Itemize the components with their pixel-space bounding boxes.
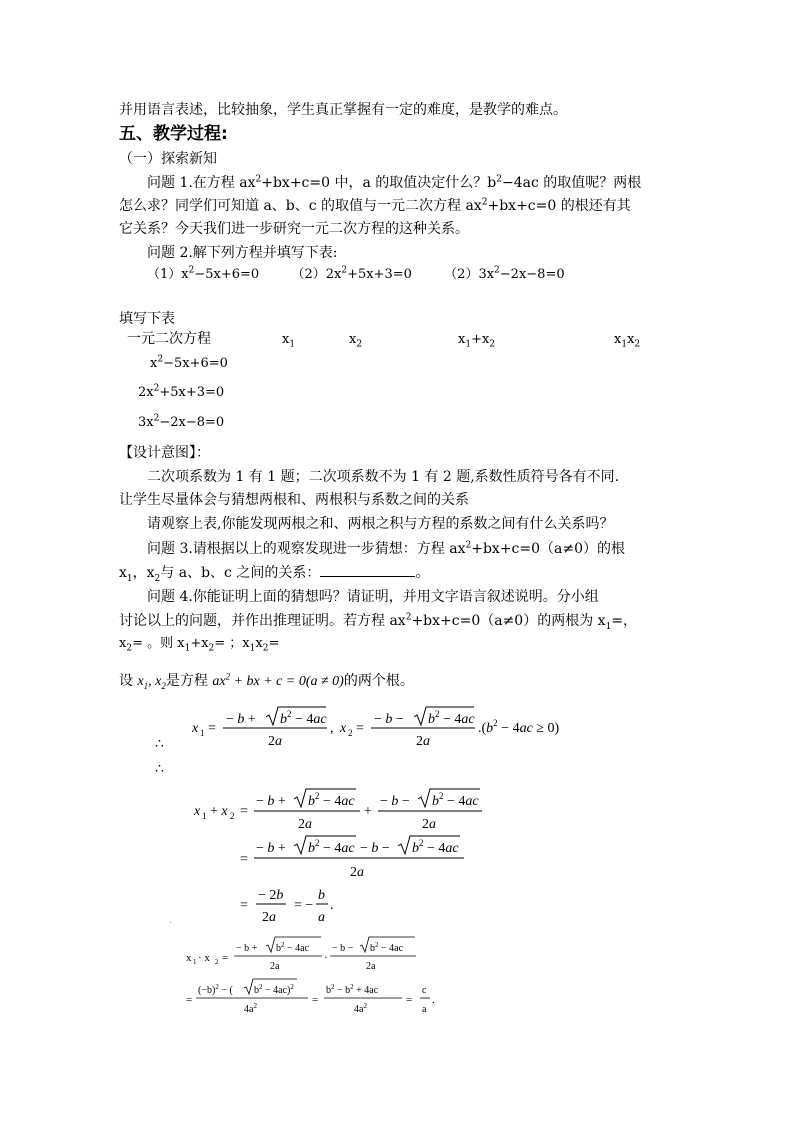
svg-text:=: = <box>240 804 248 819</box>
svg-text:c: c <box>422 985 427 996</box>
svg-text:4a2: $4a^2$ <box>244 1002 257 1015</box>
svg-text:+ x: + x <box>210 804 228 819</box>
q2-equations: $(1)x^2-5x+6=0$ $(2)2x^2+5x+3=0$ $(2)3x^2-2x-8=0$ <box>147 265 565 282</box>
svg-text:=: = <box>208 721 216 736</box>
svg-text:b2 − b2 + 4ac: $b^2 - b^2 + 4ac$ <box>326 983 379 996</box>
svg-text:b2 − 4ac: $b^2 - 4ac$ <box>428 709 475 727</box>
q3-line1: 问题 3.请根据以上的观察发现进一步猜想：方程 $ax^2+bx+c=0(a\ne 0)$的根 <box>147 540 626 557</box>
svg-text:·: · <box>324 952 328 964</box>
svg-text:= −: = − <box>294 898 314 913</box>
stray-mark: . <box>169 915 173 926</box>
section-title: 五、教学过程: <box>119 124 228 144</box>
svg-text:.(b2 − 4ac ≥ 0): $.(b^2 - 4ac \ge 0)$ <box>478 718 560 736</box>
svg-text:2a: 2a <box>268 734 282 749</box>
svg-text:=: = <box>406 994 413 1006</box>
svg-text:− b −: − b − <box>374 712 404 727</box>
svg-text:a: a <box>318 910 325 925</box>
svg-text:− b +: − b + <box>226 712 256 727</box>
equation-symbol: $ax^2$ + bx + c = 0(a ≠ 0) <box>212 671 344 689</box>
svg-text:b: b <box>318 888 325 903</box>
svg-text:· x: · x <box>198 952 210 964</box>
svg-text:x: x <box>340 721 347 736</box>
therefore-2: ∴ <box>155 761 164 777</box>
q2-title: 问题 2.解下列方程并填写下表: <box>147 245 338 261</box>
svg-text:=: = <box>222 952 229 964</box>
q4-line3: $x_2=$ 。则 $x_1+x_2=$ ；$x_1x_2=$ <box>119 636 280 654</box>
table-header-equation: 一元二次方程 <box>127 331 211 347</box>
q4-line1: 问题 4.你能证明上面的猜想吗？请证明，并用文字语言叙述说明。分小组 <box>147 589 599 605</box>
let-statement: 设 $x_1$, $x_2$是方程 $ax^2$ + bx + c = 0(a ≠ 0)的两个根。 <box>119 671 414 691</box>
q1-line1: 问题 1.在方程 $ax^2+bx+c=0$ 中，a 的取值决定什么？$b^2-4ac$ 的取值呢？两根 <box>147 174 642 191</box>
svg-text:=: = <box>186 994 193 1006</box>
answer-blank <box>320 564 415 577</box>
svg-text:2: 2 <box>230 811 235 821</box>
svg-text:,: , <box>330 721 334 736</box>
svg-text:=: = <box>356 721 364 736</box>
svg-text:2a: 2a <box>416 734 430 749</box>
table-row-3: $3x^2-2x-8=0$ <box>138 413 225 430</box>
q1-line3: 它关系？今天我们进一步研究一元二次方程的这种关系。 <box>119 221 469 237</box>
svg-text:− b −: − b − <box>360 841 390 856</box>
table-header-sum: $x_1+x_2$ <box>458 332 496 350</box>
svg-text:(−b)2 − (: $(-b)^2$ − ( <box>198 983 233 996</box>
product-derivation <box>184 935 454 1025</box>
svg-text:b2 − 4ac: $b^2 - 4ac$ <box>308 838 355 856</box>
roots-symbol: $x_1$, $x_2$ <box>137 674 166 691</box>
svg-text:=: = <box>240 898 248 913</box>
sum-derivation <box>190 785 510 925</box>
svg-text:2a: 2a <box>422 817 436 832</box>
table-row-2: $2x^2+5x+3=0$ <box>138 383 225 400</box>
q3-line2: $x_1$，$x_2$与 a、b、c 之间的关系： 。 <box>119 565 430 584</box>
svg-text:2: 2 <box>215 958 219 966</box>
svg-text:1: 1 <box>200 728 205 738</box>
svg-text:b2 − 4ac: $b^2 - 4ac$ <box>276 941 310 954</box>
svg-text:− b −: − b − <box>380 794 410 809</box>
svg-text:=: = <box>312 994 319 1006</box>
svg-text:.: . <box>432 994 435 1006</box>
svg-text:1: 1 <box>202 811 207 821</box>
intro-line: 并用语言表述，比较抽象，学生真正掌握有一定的难度，是教学的难点。 <box>119 102 567 118</box>
svg-text:− b +: − b + <box>236 943 258 954</box>
svg-text:b2 − 4ac: $b^2 - 4ac$ <box>308 791 355 809</box>
svg-text:2: 2 <box>348 728 353 738</box>
svg-text:x: x <box>192 721 199 736</box>
svg-text:.: . <box>330 898 334 913</box>
svg-text:− b +: − b + <box>256 841 286 856</box>
svg-text:− 2b: − 2b <box>258 888 284 903</box>
therefore-1: ∴ <box>155 736 164 752</box>
svg-text:a: a <box>422 1004 427 1015</box>
svg-text:+: + <box>364 804 372 819</box>
svg-text:b2 − 4ac)2: $b^2 - 4ac)^2$ <box>254 983 294 996</box>
svg-text:2a: 2a <box>350 865 364 880</box>
table-header-product: $x_1x_2$ <box>614 332 641 350</box>
svg-text:2a: 2a <box>366 961 376 972</box>
svg-text:− b −: − b − <box>332 943 354 954</box>
svg-text:4a2: $4a^2$ <box>354 1002 367 1015</box>
svg-text:x: x <box>186 952 192 964</box>
svg-text:b2 − 4ac: $b^2 - 4ac$ <box>370 941 404 954</box>
q1-line2: 怎么求？同学们可知道 a、b、c 的取值与一元二次方程 $ax^2+bx+c=0$ 的根还有其 <box>119 197 631 214</box>
design-intent-title: 【设计意图】： <box>119 445 210 461</box>
svg-text:=: = <box>240 852 248 867</box>
root-formula <box>190 705 590 755</box>
svg-text:2a: 2a <box>262 910 276 925</box>
table-header-x1: $x_1$ <box>282 332 296 350</box>
svg-text:b2 − 4ac: $b^2 - 4ac$ <box>412 838 459 856</box>
q4-line2: 讨论以上的问题，并作出推理证明。若方程 $ax^2+bx+c=0(a\ne 0)$的两根为 $x_1=$， <box>119 612 638 632</box>
svg-text:b2 − 4ac: $b^2 - 4ac$ <box>280 709 327 727</box>
svg-text:1: 1 <box>193 958 197 966</box>
svg-text:b2 − 4ac: $b^2 - 4ac$ <box>432 791 479 809</box>
svg-text:2a: 2a <box>298 817 312 832</box>
table-header-x2: $x_2$ <box>349 332 363 350</box>
svg-text:x: x <box>194 804 201 819</box>
design-line1: 二次项系数为 1 有 1 题；二次项系数不为 1 有 2 题,系数性质符号各有不同. <box>147 469 620 485</box>
design-line3: 请观察上表,你能发现两根之和、两根之积与方程的系数之间有什么关系吗？ <box>147 516 614 532</box>
svg-text:2a: 2a <box>270 961 280 972</box>
design-line2: 让学生尽量体会与猜想两根和、两根积与系数之间的关系 <box>119 492 469 508</box>
fill-table-label: 填写下表 <box>119 311 175 327</box>
table-row-1: $x^2-5x+6=0$ <box>150 354 228 371</box>
subsection-title: （一）探索新知 <box>119 151 217 167</box>
svg-text:− b +: − b + <box>256 794 286 809</box>
